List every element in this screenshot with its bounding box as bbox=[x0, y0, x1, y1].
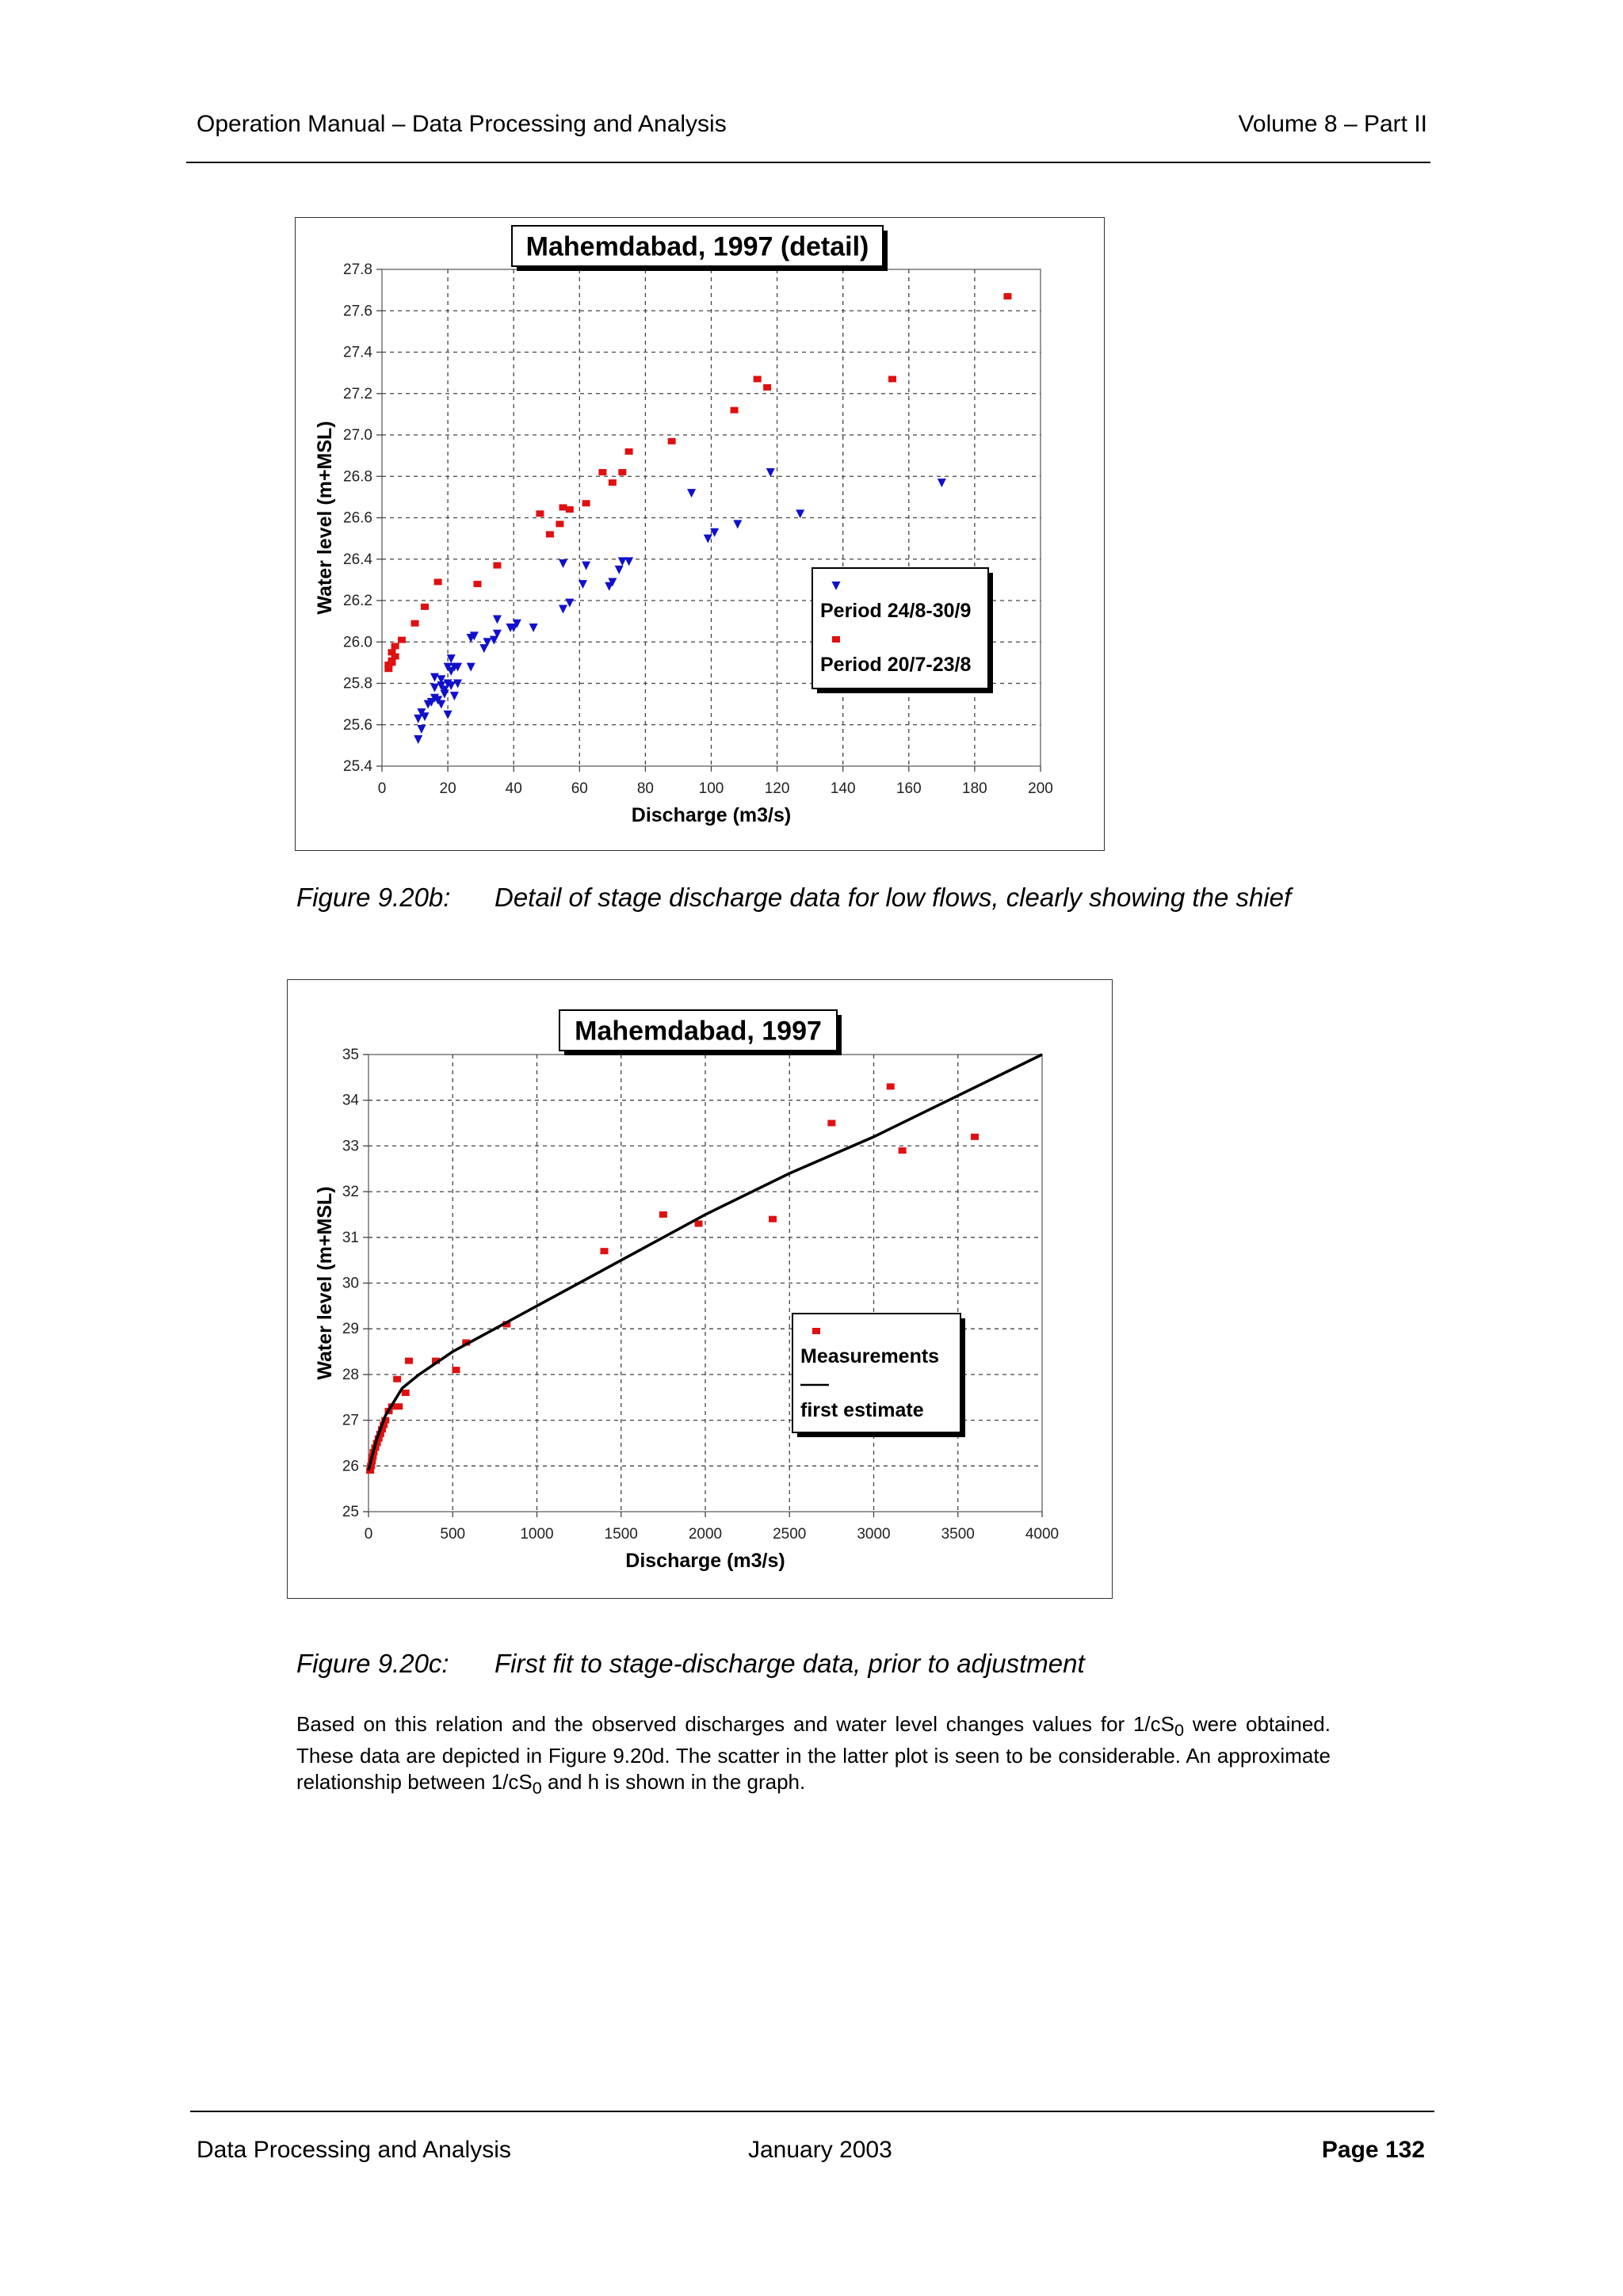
x-tick-label: 2000 bbox=[688, 1526, 723, 1543]
y-tick-label: 32 bbox=[342, 1184, 359, 1201]
x-tick-label: 80 bbox=[636, 780, 654, 797]
y-tick-label: 26.2 bbox=[343, 593, 372, 609]
paragraph-subscript-1: 0 bbox=[1174, 1720, 1185, 1741]
x-tick-label: 40 bbox=[505, 780, 522, 797]
figure-c-caption-text: First fit to stage-discharge data, prior to adjustment bbox=[495, 1649, 1085, 1678]
x-tick-label: 1500 bbox=[604, 1526, 638, 1543]
chart-title: Mahemdabad, 1997 bbox=[575, 1016, 822, 1047]
y-tick-label: 31 bbox=[342, 1229, 359, 1246]
legend-label: Measurements bbox=[800, 1345, 940, 1367]
data-point-square bbox=[453, 1367, 460, 1373]
paragraph-part-2: were obtained. These data are depicted in Figure 9.20d. The scatter in the latter plot is seen to be considerable. An approximate relationship between 1/cS bbox=[296, 1712, 1331, 1794]
y-axis-label: Water level (m+MSL) bbox=[314, 1186, 336, 1380]
chart-title: Mahemdabad, 1997 (detail) bbox=[525, 231, 869, 262]
data-point-square bbox=[887, 1083, 895, 1089]
x-tick-label: 180 bbox=[962, 780, 987, 797]
data-point-square bbox=[899, 1147, 907, 1154]
y-tick-label: 27.0 bbox=[343, 427, 372, 444]
y-tick-label: 27.2 bbox=[343, 385, 372, 402]
data-point-square bbox=[695, 1220, 703, 1226]
paragraph-subscript-2: 0 bbox=[532, 1778, 542, 1798]
y-tick-label: 25.8 bbox=[343, 675, 372, 692]
body-paragraph bbox=[296, 1711, 1331, 1801]
header-left: Operation Manual – Data Processing and Analysis bbox=[197, 111, 727, 137]
data-point-square bbox=[971, 1134, 979, 1140]
x-tick-label: 100 bbox=[698, 780, 724, 797]
header-right: Volume 8 – Part II bbox=[1238, 111, 1427, 137]
x-tick-label: 200 bbox=[1028, 780, 1053, 797]
y-tick-label: 27.6 bbox=[343, 303, 372, 320]
y-axis-label: Water level (m+MSL) bbox=[314, 421, 336, 615]
paragraph-part-3: and h is shown in the graph. bbox=[541, 1770, 806, 1794]
y-tick-label: 26.8 bbox=[343, 468, 372, 486]
x-tick-label: 0 bbox=[377, 780, 387, 797]
x-tick-label: 2500 bbox=[773, 1526, 807, 1543]
footer-center: January 2003 bbox=[748, 2137, 892, 2163]
y-tick-label: 26 bbox=[342, 1458, 359, 1475]
y-tick-label: 25.6 bbox=[343, 716, 372, 734]
x-tick-label: 1000 bbox=[520, 1526, 554, 1543]
data-point-square bbox=[402, 1390, 410, 1396]
y-tick-label: 27.4 bbox=[343, 344, 372, 361]
data-point-square bbox=[395, 1403, 403, 1409]
data-point-square bbox=[601, 1248, 609, 1254]
x-tick-label: 3000 bbox=[857, 1526, 891, 1543]
x-tick-label: 0 bbox=[364, 1526, 373, 1543]
x-tick-label: 20 bbox=[439, 780, 456, 797]
y-tick-label: 27.8 bbox=[343, 261, 372, 278]
y-tick-label: 26.6 bbox=[343, 509, 372, 527]
legend-square-key bbox=[812, 1328, 820, 1334]
paragraph-part-1: Based on this relation and the observed discharges and water level changes values for 1/cS bbox=[296, 1712, 1175, 1736]
data-point-square bbox=[405, 1358, 413, 1364]
x-tick-label: 160 bbox=[896, 780, 922, 797]
data-point-square bbox=[393, 1376, 401, 1383]
figure-b-caption-number: Figure 9.20b: bbox=[296, 883, 451, 912]
data-point-square bbox=[659, 1211, 667, 1218]
x-axis-label: Discharge (m3/s) bbox=[625, 1550, 785, 1572]
x-tick-label: 500 bbox=[440, 1526, 466, 1543]
y-tick-label: 27 bbox=[342, 1412, 359, 1429]
figure-b-caption-text: Detail of stage discharge data for low flows, clearly showing the shief bbox=[495, 883, 1292, 912]
y-tick-label: 28 bbox=[342, 1366, 359, 1383]
x-tick-label: 4000 bbox=[1025, 1526, 1060, 1543]
y-tick-label: 30 bbox=[342, 1275, 359, 1292]
x-tick-label: 60 bbox=[571, 780, 588, 797]
legend-label: Period 24/8-30/9 bbox=[820, 600, 972, 622]
y-tick-label: 34 bbox=[342, 1092, 359, 1109]
footer-left: Data Processing and Analysis bbox=[197, 2137, 511, 2163]
y-tick-label: 29 bbox=[342, 1321, 359, 1338]
data-point-square bbox=[769, 1216, 777, 1222]
y-tick-label: 35 bbox=[342, 1047, 359, 1063]
y-tick-label: 26.4 bbox=[343, 551, 372, 568]
y-tick-label: 25.4 bbox=[343, 758, 372, 775]
legend-label: Period 20/7-23/8 bbox=[820, 654, 972, 676]
x-tick-label: 140 bbox=[830, 780, 856, 797]
x-axis-label: Discharge (m3/s) bbox=[631, 804, 792, 826]
data-point-square bbox=[827, 1120, 835, 1127]
legend-label: first estimate bbox=[800, 1399, 924, 1421]
x-tick-label: 3500 bbox=[941, 1526, 975, 1543]
y-tick-label: 33 bbox=[342, 1138, 359, 1155]
y-tick-label: 26.0 bbox=[343, 634, 372, 651]
footer-rule bbox=[190, 2111, 1434, 2112]
figure-c-caption-number: Figure 9.20c: bbox=[296, 1649, 449, 1678]
y-tick-label: 25 bbox=[342, 1504, 359, 1520]
x-tick-label: 120 bbox=[764, 780, 790, 797]
footer-right: Page 132 bbox=[1321, 2137, 1425, 2163]
